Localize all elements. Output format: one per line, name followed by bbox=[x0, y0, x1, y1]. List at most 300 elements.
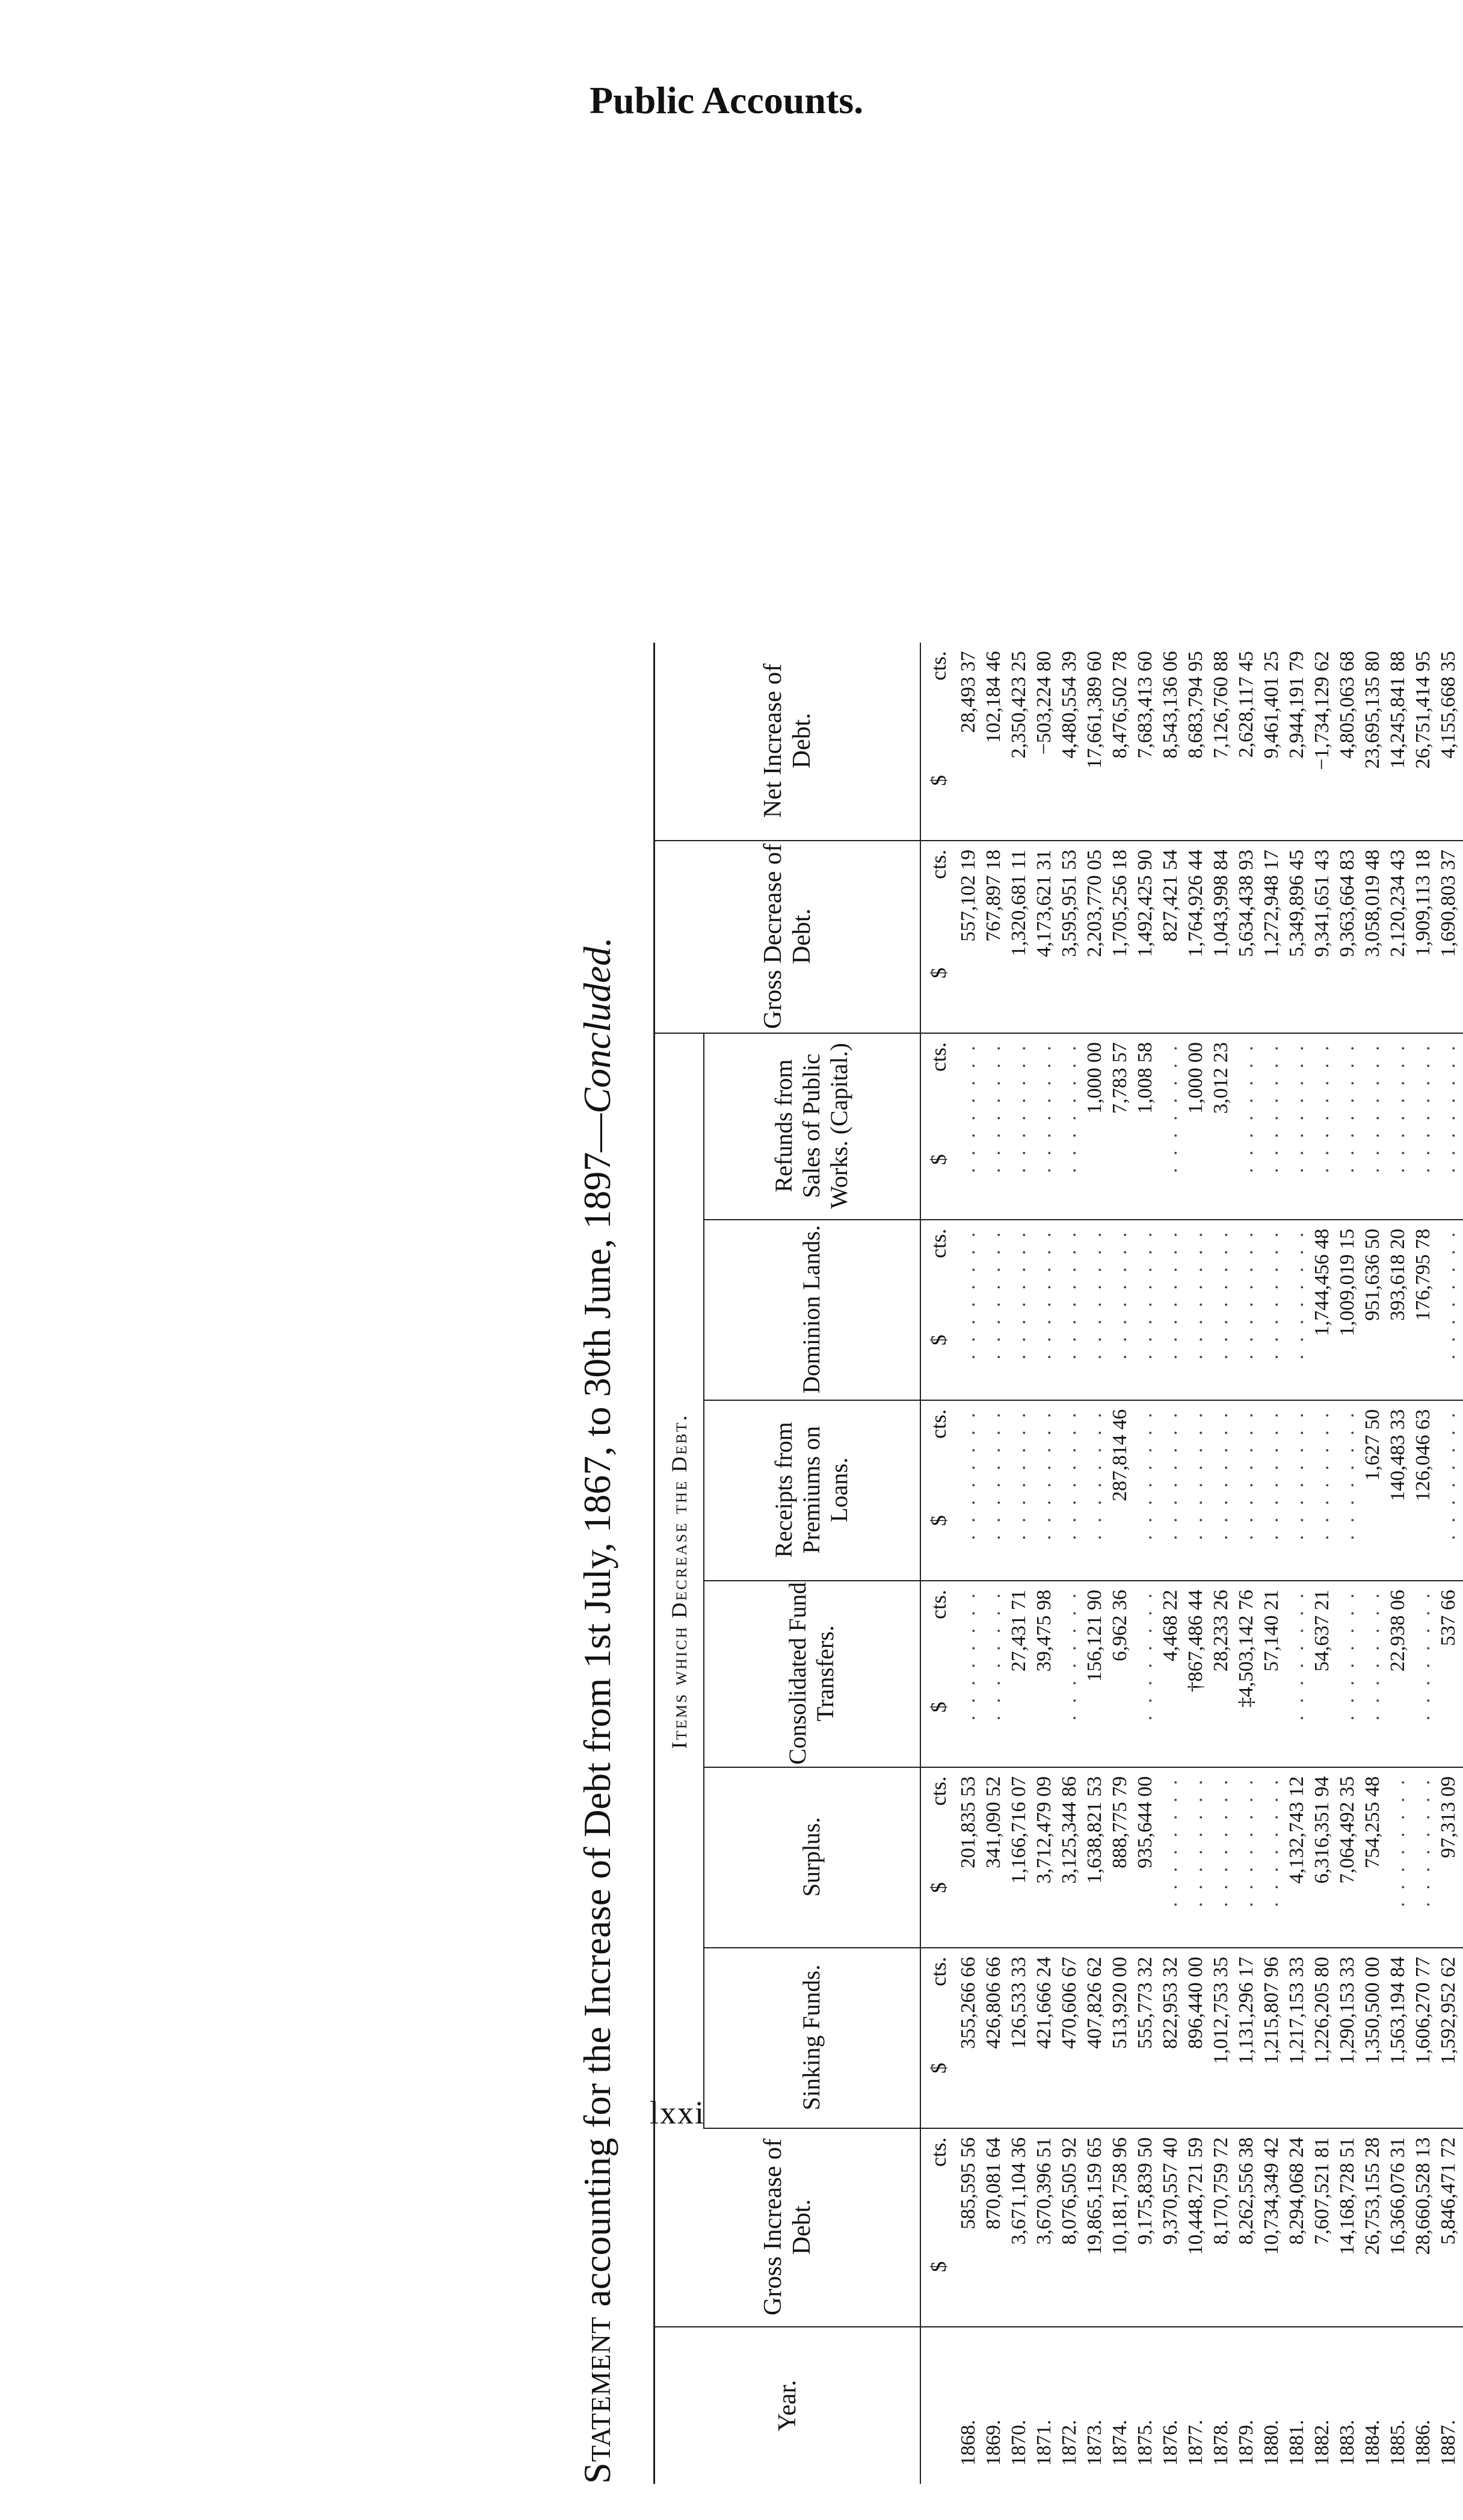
cell-gross: 5,846,471 72 bbox=[1436, 2129, 1461, 2327]
cell-surplus: 3,125,344 86 bbox=[1057, 1768, 1082, 1948]
unit-cell-net bbox=[921, 643, 956, 841]
dollar-unit: $ bbox=[926, 1154, 950, 1165]
dollar-unit: $ bbox=[926, 2261, 950, 2272]
cell-year: 1879. bbox=[1235, 2420, 1257, 2466]
cell-dom: 1,009,019 15 bbox=[1335, 1220, 1360, 1401]
leader-dots: . . . . . . . . bbox=[1058, 1042, 1080, 1173]
cents-unit: cts. bbox=[926, 1776, 950, 1806]
cell-year: 1884. bbox=[1361, 2420, 1384, 2466]
cell-net: 102,184 46 bbox=[981, 643, 1006, 841]
cell-cons: 4,468 22 bbox=[1158, 1581, 1183, 1768]
cell-surplus bbox=[1234, 1768, 1259, 1948]
cell-dom bbox=[1284, 1220, 1310, 1401]
cell-dom bbox=[1032, 1220, 1057, 1401]
leader-dots: . . . . . . . . bbox=[1184, 1409, 1207, 1540]
cell-prem bbox=[1057, 1401, 1082, 1581]
leader-dots: . . . . . . . . bbox=[982, 1590, 1005, 1721]
cell-gross: 9,175,839 50 bbox=[1133, 2129, 1158, 2327]
cell-gdec: 4,173,621 31 bbox=[1032, 841, 1057, 1034]
cell-surplus: 201,835 53 bbox=[956, 1768, 981, 1948]
cell-cons: 28,233 26 bbox=[1209, 1581, 1234, 1768]
col-gross-decrease-header: Gross Decrease of Debt. bbox=[655, 840, 920, 1034]
cell-prem bbox=[1335, 1401, 1360, 1581]
cell-ref bbox=[1335, 1034, 1360, 1220]
cell-prem bbox=[1209, 1401, 1234, 1581]
cell-dom bbox=[1006, 1220, 1032, 1401]
leader-dots: . . . . . . . . bbox=[1336, 1409, 1358, 1540]
cell-surplus bbox=[1411, 1768, 1436, 1948]
cell-year: 1886. bbox=[1412, 2420, 1434, 2466]
cell-ref bbox=[1006, 1034, 1032, 1220]
dollar-unit: $ bbox=[926, 1335, 950, 1345]
cell-sink: 126,533 33 bbox=[1006, 1948, 1032, 2129]
cell-net: 7,126,760 88 bbox=[1209, 643, 1234, 841]
cell-gross: 8,262,556 38 bbox=[1234, 2129, 1259, 2327]
cell-gross: 3,671,104 36 bbox=[1006, 2129, 1032, 2327]
cell-year: 1880. bbox=[1260, 2420, 1283, 2466]
leader-dots: . . . . . . . . bbox=[1210, 1409, 1232, 1540]
cell-sink: 513,920 00 bbox=[1107, 1948, 1133, 2129]
leader-dots: . . . . . . . . bbox=[1210, 1776, 1232, 1907]
cell-prem bbox=[1259, 1401, 1284, 1581]
cell-ref bbox=[1310, 1034, 1335, 1220]
cell-gross: 14,168,728 51 bbox=[1335, 2129, 1360, 2327]
cell-ref: 7,783 57 bbox=[1107, 1034, 1133, 1220]
cell-gross: 26,753,155 28 bbox=[1360, 2129, 1385, 2327]
cell-sink: 1,131,296 17 bbox=[1234, 1948, 1259, 2129]
cell-surplus bbox=[1259, 1768, 1284, 1948]
cell-surplus: 6,316,351 94 bbox=[1310, 1768, 1335, 1948]
cell-dom bbox=[1183, 1220, 1209, 1401]
leader-dots: . . . . . . . . bbox=[1235, 1409, 1257, 1540]
table-row bbox=[1385, 643, 1411, 2484]
cell-dom: 176,795 78 bbox=[1411, 1220, 1436, 1401]
cell-net: 28,493 37 bbox=[956, 643, 981, 841]
cell-prem: 140,483 33 bbox=[1385, 1401, 1411, 1581]
cell-ref bbox=[1436, 1034, 1461, 1220]
cell-prem bbox=[1082, 1401, 1107, 1581]
table-row bbox=[1436, 643, 1461, 2484]
cell-gross: 28,660,528 13 bbox=[1411, 2129, 1436, 2327]
cell-net: 4,480,554 39 bbox=[1057, 643, 1082, 841]
table-row bbox=[1006, 643, 1032, 2484]
cell-gdec: 5,634,438 93 bbox=[1234, 841, 1259, 1034]
cell-year: 1881. bbox=[1286, 2420, 1308, 2466]
cell-prem: 126,046 63 bbox=[1411, 1401, 1436, 1581]
cell-surplus: 97,313 09 bbox=[1436, 1768, 1461, 1948]
table-row bbox=[1234, 643, 1259, 2484]
leader-dots: . . . . . . . . bbox=[1311, 1042, 1333, 1173]
cell-sink: 555,773 32 bbox=[1133, 1948, 1158, 2129]
leader-dots: . . . . . . . . bbox=[957, 1229, 979, 1360]
dollar-unit: $ bbox=[926, 2063, 950, 2074]
unit-cell-gdec bbox=[921, 841, 956, 1034]
cell-gdec: 5,349,896 45 bbox=[1284, 841, 1310, 1034]
cell-gdec: 1,492,425 90 bbox=[1133, 841, 1158, 1034]
cell-ref bbox=[956, 1034, 981, 1220]
table-row bbox=[1259, 643, 1284, 2484]
cents-unit: cts. bbox=[926, 651, 950, 681]
cell-year: 1870. bbox=[1008, 2420, 1030, 2466]
cell-dom bbox=[956, 1220, 981, 1401]
cell-cons: 57,140 21 bbox=[1259, 1581, 1284, 1768]
cell-year: 1874. bbox=[1109, 2420, 1131, 2466]
unit-cell-ref bbox=[921, 1034, 956, 1220]
table-row bbox=[981, 643, 1006, 2484]
leader-dots: . . . . . . . . bbox=[1437, 1229, 1459, 1360]
leader-dots: . . . . . . . . bbox=[1336, 1042, 1358, 1173]
leader-dots: . . . . . . . . bbox=[1184, 1776, 1207, 1907]
table-header bbox=[653, 643, 921, 2484]
leader-dots: . . . . . . . . bbox=[1260, 1229, 1283, 1360]
cell-gdec: 1,764,926 44 bbox=[1183, 841, 1209, 1034]
cell-gdec: 9,341,651 43 bbox=[1310, 841, 1335, 1034]
cell-dom: 1,744,456 48 bbox=[1310, 1220, 1335, 1401]
cell-dom bbox=[1259, 1220, 1284, 1401]
cell-gdec: 9,363,664 83 bbox=[1335, 841, 1360, 1034]
cell-sink: 1,226,205 80 bbox=[1310, 1948, 1335, 2129]
leader-dots: . . . . . . . . bbox=[1184, 1229, 1207, 1360]
cell-ref: 1,000 00 bbox=[1082, 1034, 1107, 1220]
leader-dots: . . . . . . . . bbox=[1286, 1409, 1308, 1540]
leader-dots: . . . . . . . . bbox=[957, 1042, 979, 1173]
cell-surplus: 4,132,743 12 bbox=[1284, 1768, 1310, 1948]
cell-year: 1869. bbox=[982, 2420, 1005, 2466]
cell-gdec: 1,705,256 18 bbox=[1107, 841, 1133, 1034]
leader-dots: . . . . . . . . bbox=[1109, 1229, 1131, 1360]
dollar-unit: $ bbox=[926, 1515, 950, 1526]
cell-sink: 407,826 62 bbox=[1082, 1948, 1107, 2129]
cell-gdec: 557,102 19 bbox=[956, 841, 981, 1034]
table-row bbox=[1057, 643, 1082, 2484]
cell-prem bbox=[1032, 1401, 1057, 1581]
cell-gdec: 1,320,681 11 bbox=[1006, 841, 1032, 1034]
cell-year: 1873. bbox=[1083, 2420, 1106, 2466]
col-net-increase-header: Net Increase of Debt. bbox=[655, 641, 920, 841]
dollar-unit: $ bbox=[926, 775, 950, 786]
cell-prem bbox=[1006, 1401, 1032, 1581]
cell-sink: 822,953 32 bbox=[1158, 1948, 1183, 2129]
cell-year: 1868. bbox=[957, 2420, 979, 2466]
group-header-decrease-items: Items which Decrease the Debt. bbox=[655, 1034, 704, 2129]
cell-ref: 1,008 58 bbox=[1133, 1034, 1158, 1220]
cell-prem bbox=[1310, 1401, 1335, 1581]
cell-gross: 9,370,557 40 bbox=[1158, 2129, 1183, 2327]
title-lead: Statement bbox=[576, 2316, 618, 2484]
cell-surplus: 341,090 52 bbox=[981, 1768, 1006, 1948]
cell-sink: 1,290,153 33 bbox=[1335, 1948, 1360, 2129]
leader-dots: . . . . . . . . bbox=[1058, 1590, 1080, 1721]
leader-dots: . . . . . . . . bbox=[1058, 1229, 1080, 1360]
col-surplus-header: Surplus. bbox=[703, 1767, 920, 1948]
table-row bbox=[1360, 643, 1385, 2484]
cell-gross: 8,294,068 24 bbox=[1284, 2129, 1310, 2327]
leader-dots: . . . . . . . . bbox=[1361, 1042, 1384, 1173]
cell-cons: 537 66 bbox=[1436, 1581, 1461, 1768]
cell-prem bbox=[1158, 1401, 1183, 1581]
leader-dots: . . . . . . . . bbox=[982, 1229, 1005, 1360]
table-row bbox=[1082, 643, 1107, 2484]
cell-sink: 1,563,194 84 bbox=[1385, 1948, 1411, 2129]
cell-net: 8,476,502 78 bbox=[1107, 643, 1133, 841]
table-row bbox=[1335, 643, 1360, 2484]
cell-gross: 7,607,521 81 bbox=[1310, 2129, 1335, 2327]
cell-ref bbox=[1057, 1034, 1082, 1220]
table-row bbox=[1310, 643, 1335, 2484]
leader-dots: . . . . . . . . bbox=[1412, 1590, 1434, 1721]
cell-gdec: 827,421 54 bbox=[1158, 841, 1183, 1034]
table-row bbox=[1411, 643, 1436, 2484]
cell-sink: 426,806 66 bbox=[981, 1948, 1006, 2129]
leader-dots: . . . . . . . . bbox=[1210, 1229, 1232, 1360]
cell-gross: 10,448,721 59 bbox=[1183, 2129, 1209, 2327]
cell-net: 8,683,794 95 bbox=[1183, 643, 1209, 841]
unit-cell-prem bbox=[921, 1401, 956, 1581]
col-dominion-lands-header: Dominion Lands. bbox=[703, 1219, 920, 1401]
cell-surplus bbox=[1209, 1768, 1234, 1948]
leader-dots: . . . . . . . . bbox=[1286, 1590, 1308, 1721]
cell-net: 2,944,191 79 bbox=[1284, 643, 1310, 841]
cell-surplus: 888,775 79 bbox=[1107, 1768, 1133, 1948]
table-row bbox=[1032, 643, 1057, 2484]
cell-dom bbox=[1436, 1220, 1461, 1401]
cell-prem bbox=[956, 1401, 981, 1581]
cell-net: −503,224 80 bbox=[1032, 643, 1057, 841]
cents-unit: cts. bbox=[926, 1229, 950, 1258]
cell-prem: 287,814 46 bbox=[1107, 1401, 1133, 1581]
cents-unit: cts. bbox=[926, 850, 950, 879]
cell-prem bbox=[1436, 1401, 1461, 1581]
cell-prem: 1,627 50 bbox=[1360, 1401, 1385, 1581]
cell-sink: 1,217,153 33 bbox=[1284, 1948, 1310, 2129]
cell-dom bbox=[1057, 1220, 1082, 1401]
cell-ref bbox=[1158, 1034, 1183, 1220]
cell-sink: 421,666 24 bbox=[1032, 1948, 1057, 2129]
cell-gdec: 2,120,234 43 bbox=[1385, 841, 1411, 1034]
cell-gdec: 1,272,948 17 bbox=[1259, 841, 1284, 1034]
cell-cons: †867,486 44 bbox=[1183, 1581, 1209, 1768]
leader-dots: . . . . . . . . bbox=[1412, 1776, 1434, 1907]
leader-dots: . . . . . . . . bbox=[1286, 1229, 1308, 1360]
cell-net: 14,245,841 88 bbox=[1385, 643, 1411, 841]
unit-cell-surplus bbox=[921, 1768, 956, 1948]
leader-dots: . . . . . . . . bbox=[1412, 1042, 1434, 1173]
cell-ref bbox=[1234, 1034, 1259, 1220]
leader-dots: . . . . . . . . bbox=[1058, 1409, 1080, 1540]
leader-dots: . . . . . . . . bbox=[957, 1409, 979, 1540]
cell-gdec: 1,043,998 84 bbox=[1209, 841, 1234, 1034]
table-row bbox=[1107, 643, 1133, 2484]
cell-dom bbox=[1209, 1220, 1234, 1401]
cell-cons bbox=[1335, 1581, 1360, 1768]
title-body: accounting for the Increase of Debt from 1st July, 1867, to 30th June, 1897— bbox=[576, 1113, 618, 2317]
cell-sink: 1,012,753 35 bbox=[1209, 1948, 1234, 2129]
cell-surplus: 1,166,716 07 bbox=[1006, 1768, 1032, 1948]
leader-dots: . . . . . . . . bbox=[982, 1042, 1005, 1173]
leader-dots: . . . . . . . . bbox=[1336, 1590, 1358, 1721]
cell-dom bbox=[1158, 1220, 1183, 1401]
leader-dots: . . . . . . . . bbox=[1235, 1042, 1257, 1173]
col-year-header: Year. bbox=[773, 2380, 801, 2432]
cell-year: 1872. bbox=[1058, 2420, 1080, 2466]
cell-ref bbox=[981, 1034, 1006, 1220]
dollar-unit: $ bbox=[926, 968, 950, 978]
cell-surplus bbox=[1158, 1768, 1183, 1948]
cell-dom bbox=[981, 1220, 1006, 1401]
cell-ref bbox=[1284, 1034, 1310, 1220]
cell-dom: 393,618 20 bbox=[1385, 1220, 1411, 1401]
cell-prem bbox=[1133, 1401, 1158, 1581]
cents-unit: cts. bbox=[926, 2137, 950, 2167]
cell-sink: 1,215,807 96 bbox=[1259, 1948, 1284, 2129]
cell-gross: 3,670,396 51 bbox=[1032, 2129, 1057, 2327]
leader-dots: . . . . . . . . bbox=[1033, 1409, 1055, 1540]
cell-prem bbox=[981, 1401, 1006, 1581]
rotated-table-page bbox=[569, 607, 1463, 2520]
cell-gross: 8,170,759 72 bbox=[1209, 2129, 1234, 2327]
cell-ref: 3,012 23 bbox=[1209, 1034, 1234, 1220]
cell-net: 2,350,423 25 bbox=[1006, 643, 1032, 841]
cents-unit: cts. bbox=[926, 1590, 950, 1619]
table-row bbox=[956, 643, 981, 2484]
cell-ref bbox=[1411, 1034, 1436, 1220]
cell-sink: 1,350,500 00 bbox=[1360, 1948, 1385, 2129]
unit-cell-sink bbox=[921, 1948, 956, 2129]
cell-year: 1871. bbox=[1033, 2420, 1055, 2466]
leader-dots: . . . . . . . . bbox=[1033, 1229, 1055, 1360]
cell-gross: 10,181,758 96 bbox=[1107, 2129, 1133, 2327]
statement-title bbox=[575, 937, 620, 2484]
leader-dots: . . . . . . . . bbox=[1159, 1229, 1181, 1360]
cell-cons bbox=[1284, 1581, 1310, 1768]
cell-gross: 8,076,505 92 bbox=[1057, 2129, 1082, 2327]
cell-dom bbox=[1107, 1220, 1133, 1401]
leader-dots: . . . . . . . . bbox=[957, 1590, 979, 1721]
leader-dots: . . . . . . . . bbox=[1387, 1776, 1409, 1907]
cell-cons: 39,475 98 bbox=[1032, 1581, 1057, 1768]
table-row bbox=[1158, 643, 1183, 2484]
leader-dots: . . . . . . . . bbox=[1286, 1042, 1308, 1173]
cell-surplus: 935,644 00 bbox=[1133, 1768, 1158, 1948]
cell-year: 1876. bbox=[1159, 2420, 1181, 2466]
cell-gross: 16,366,076 31 bbox=[1385, 2129, 1411, 2327]
leader-dots: . . . . . . . . bbox=[1033, 1042, 1055, 1173]
table-row bbox=[1133, 643, 1158, 2484]
cell-year: 1875. bbox=[1134, 2420, 1156, 2466]
cell-surplus: 3,712,479 09 bbox=[1032, 1768, 1057, 1948]
cell-year: 1877. bbox=[1184, 2420, 1207, 2466]
cell-cons bbox=[981, 1581, 1006, 1768]
debt-table bbox=[653, 643, 1463, 2484]
leader-dots: . . . . . . . . bbox=[1159, 1042, 1181, 1173]
cell-gdec: 1,909,113 18 bbox=[1411, 841, 1436, 1034]
cents-unit: cts. bbox=[926, 1409, 950, 1439]
cell-cons: 22,938 06 bbox=[1385, 1581, 1411, 1768]
cents-unit: cts. bbox=[926, 1042, 950, 1072]
unit-cell-cons bbox=[921, 1581, 956, 1768]
cell-cons: 27,431 71 bbox=[1006, 1581, 1032, 1768]
cell-dom bbox=[1133, 1220, 1158, 1401]
cell-dom bbox=[1082, 1220, 1107, 1401]
leader-dots: . . . . . . . . bbox=[1008, 1042, 1030, 1173]
cell-cons bbox=[1411, 1581, 1436, 1768]
leader-dots: . . . . . . . . bbox=[1008, 1409, 1030, 1540]
cell-prem bbox=[1183, 1401, 1209, 1581]
cell-net: 2,628,117 45 bbox=[1234, 643, 1259, 841]
cell-cons bbox=[956, 1581, 981, 1768]
col-premiums-header: Receipts from Premiums on Loans. bbox=[703, 1400, 920, 1581]
cell-net: 17,661,389 60 bbox=[1082, 643, 1107, 841]
cell-sink: 470,606 67 bbox=[1057, 1948, 1082, 2129]
leader-dots: . . . . . . . . bbox=[1361, 1590, 1384, 1721]
cell-net: 26,751,414 95 bbox=[1411, 643, 1436, 841]
cell-year: 1887. bbox=[1437, 2420, 1459, 2466]
leader-dots: . . . . . . . . bbox=[1134, 1409, 1156, 1540]
cell-cons: 156,121 90 bbox=[1082, 1581, 1107, 1768]
table-row bbox=[1209, 643, 1234, 2484]
cell-sink: 1,592,952 62 bbox=[1436, 1948, 1461, 2129]
cell-net: 8,543,136 06 bbox=[1158, 643, 1183, 841]
cell-surplus: 1,638,821 53 bbox=[1082, 1768, 1107, 1948]
leader-dots: . . . . . . . . bbox=[1387, 1042, 1409, 1173]
cell-sink: 355,266 66 bbox=[956, 1948, 981, 2129]
unit-cell-dom bbox=[921, 1220, 956, 1401]
leader-dots: . . . . . . . . bbox=[1260, 1409, 1283, 1540]
table-row bbox=[1183, 643, 1209, 2484]
table-row bbox=[1284, 643, 1310, 2484]
cell-prem bbox=[1234, 1401, 1259, 1581]
cell-net: 9,461,401 25 bbox=[1259, 643, 1284, 841]
col-gross-increase-header: Gross Increase of Debt. bbox=[655, 2128, 920, 2327]
dollar-unit: $ bbox=[926, 1702, 950, 1712]
cell-net: 4,805,063 68 bbox=[1335, 643, 1360, 841]
leader-dots: . . . . . . . . bbox=[982, 1409, 1005, 1540]
cell-surplus: 7,064,492 35 bbox=[1335, 1768, 1360, 1948]
cell-sink: 1,606,270 77 bbox=[1411, 1948, 1436, 2129]
leader-dots: . . . . . . . . bbox=[1260, 1042, 1283, 1173]
cell-net: 4,155,668 35 bbox=[1436, 643, 1461, 841]
cell-ref bbox=[1385, 1034, 1411, 1220]
cell-gdec: 1,690,803 37 bbox=[1436, 841, 1461, 1034]
cell-year: 1883. bbox=[1336, 2420, 1358, 2466]
cell-ref bbox=[1032, 1034, 1057, 1220]
cell-gross: 870,081 64 bbox=[981, 2129, 1006, 2327]
cell-surplus bbox=[1385, 1768, 1411, 1948]
leader-dots: . . . . . . . . bbox=[1260, 1776, 1283, 1907]
cell-gdec: 3,058,019 48 bbox=[1360, 841, 1385, 1034]
cell-cons: 54,637 21 bbox=[1310, 1581, 1335, 1768]
leader-dots: . . . . . . . . bbox=[1235, 1229, 1257, 1360]
title-tail: Concluded. bbox=[576, 937, 618, 1114]
col-refunds-header: Refunds from Sales of Public Works. (Capital.) bbox=[703, 1033, 920, 1220]
leader-dots: . . . . . . . . bbox=[1311, 1409, 1333, 1540]
cell-dom: 951,636 50 bbox=[1360, 1220, 1385, 1401]
cell-cons: ‡4,503,142 76 bbox=[1234, 1581, 1259, 1768]
leader-dots: . . . . . . . . bbox=[1008, 1229, 1030, 1360]
cell-cons: 6,962 36 bbox=[1107, 1581, 1133, 1768]
cell-net: −1,734,129 62 bbox=[1310, 643, 1335, 841]
cell-net: 7,683,413 60 bbox=[1133, 643, 1158, 841]
cell-year: 1882. bbox=[1311, 2420, 1333, 2466]
page-number: lxxi bbox=[650, 2095, 706, 2131]
cell-sink: 896,440 00 bbox=[1183, 1948, 1209, 2129]
leader-dots: . . . . . . . . bbox=[1134, 1590, 1156, 1721]
leader-dots: . . . . . . . . bbox=[1437, 1042, 1459, 1173]
table-body bbox=[956, 643, 1463, 2484]
leader-dots: . . . . . . . . bbox=[1235, 1776, 1257, 1907]
cell-net: 23,695,135 80 bbox=[1360, 643, 1385, 841]
cell-year: 1885. bbox=[1387, 2420, 1409, 2466]
